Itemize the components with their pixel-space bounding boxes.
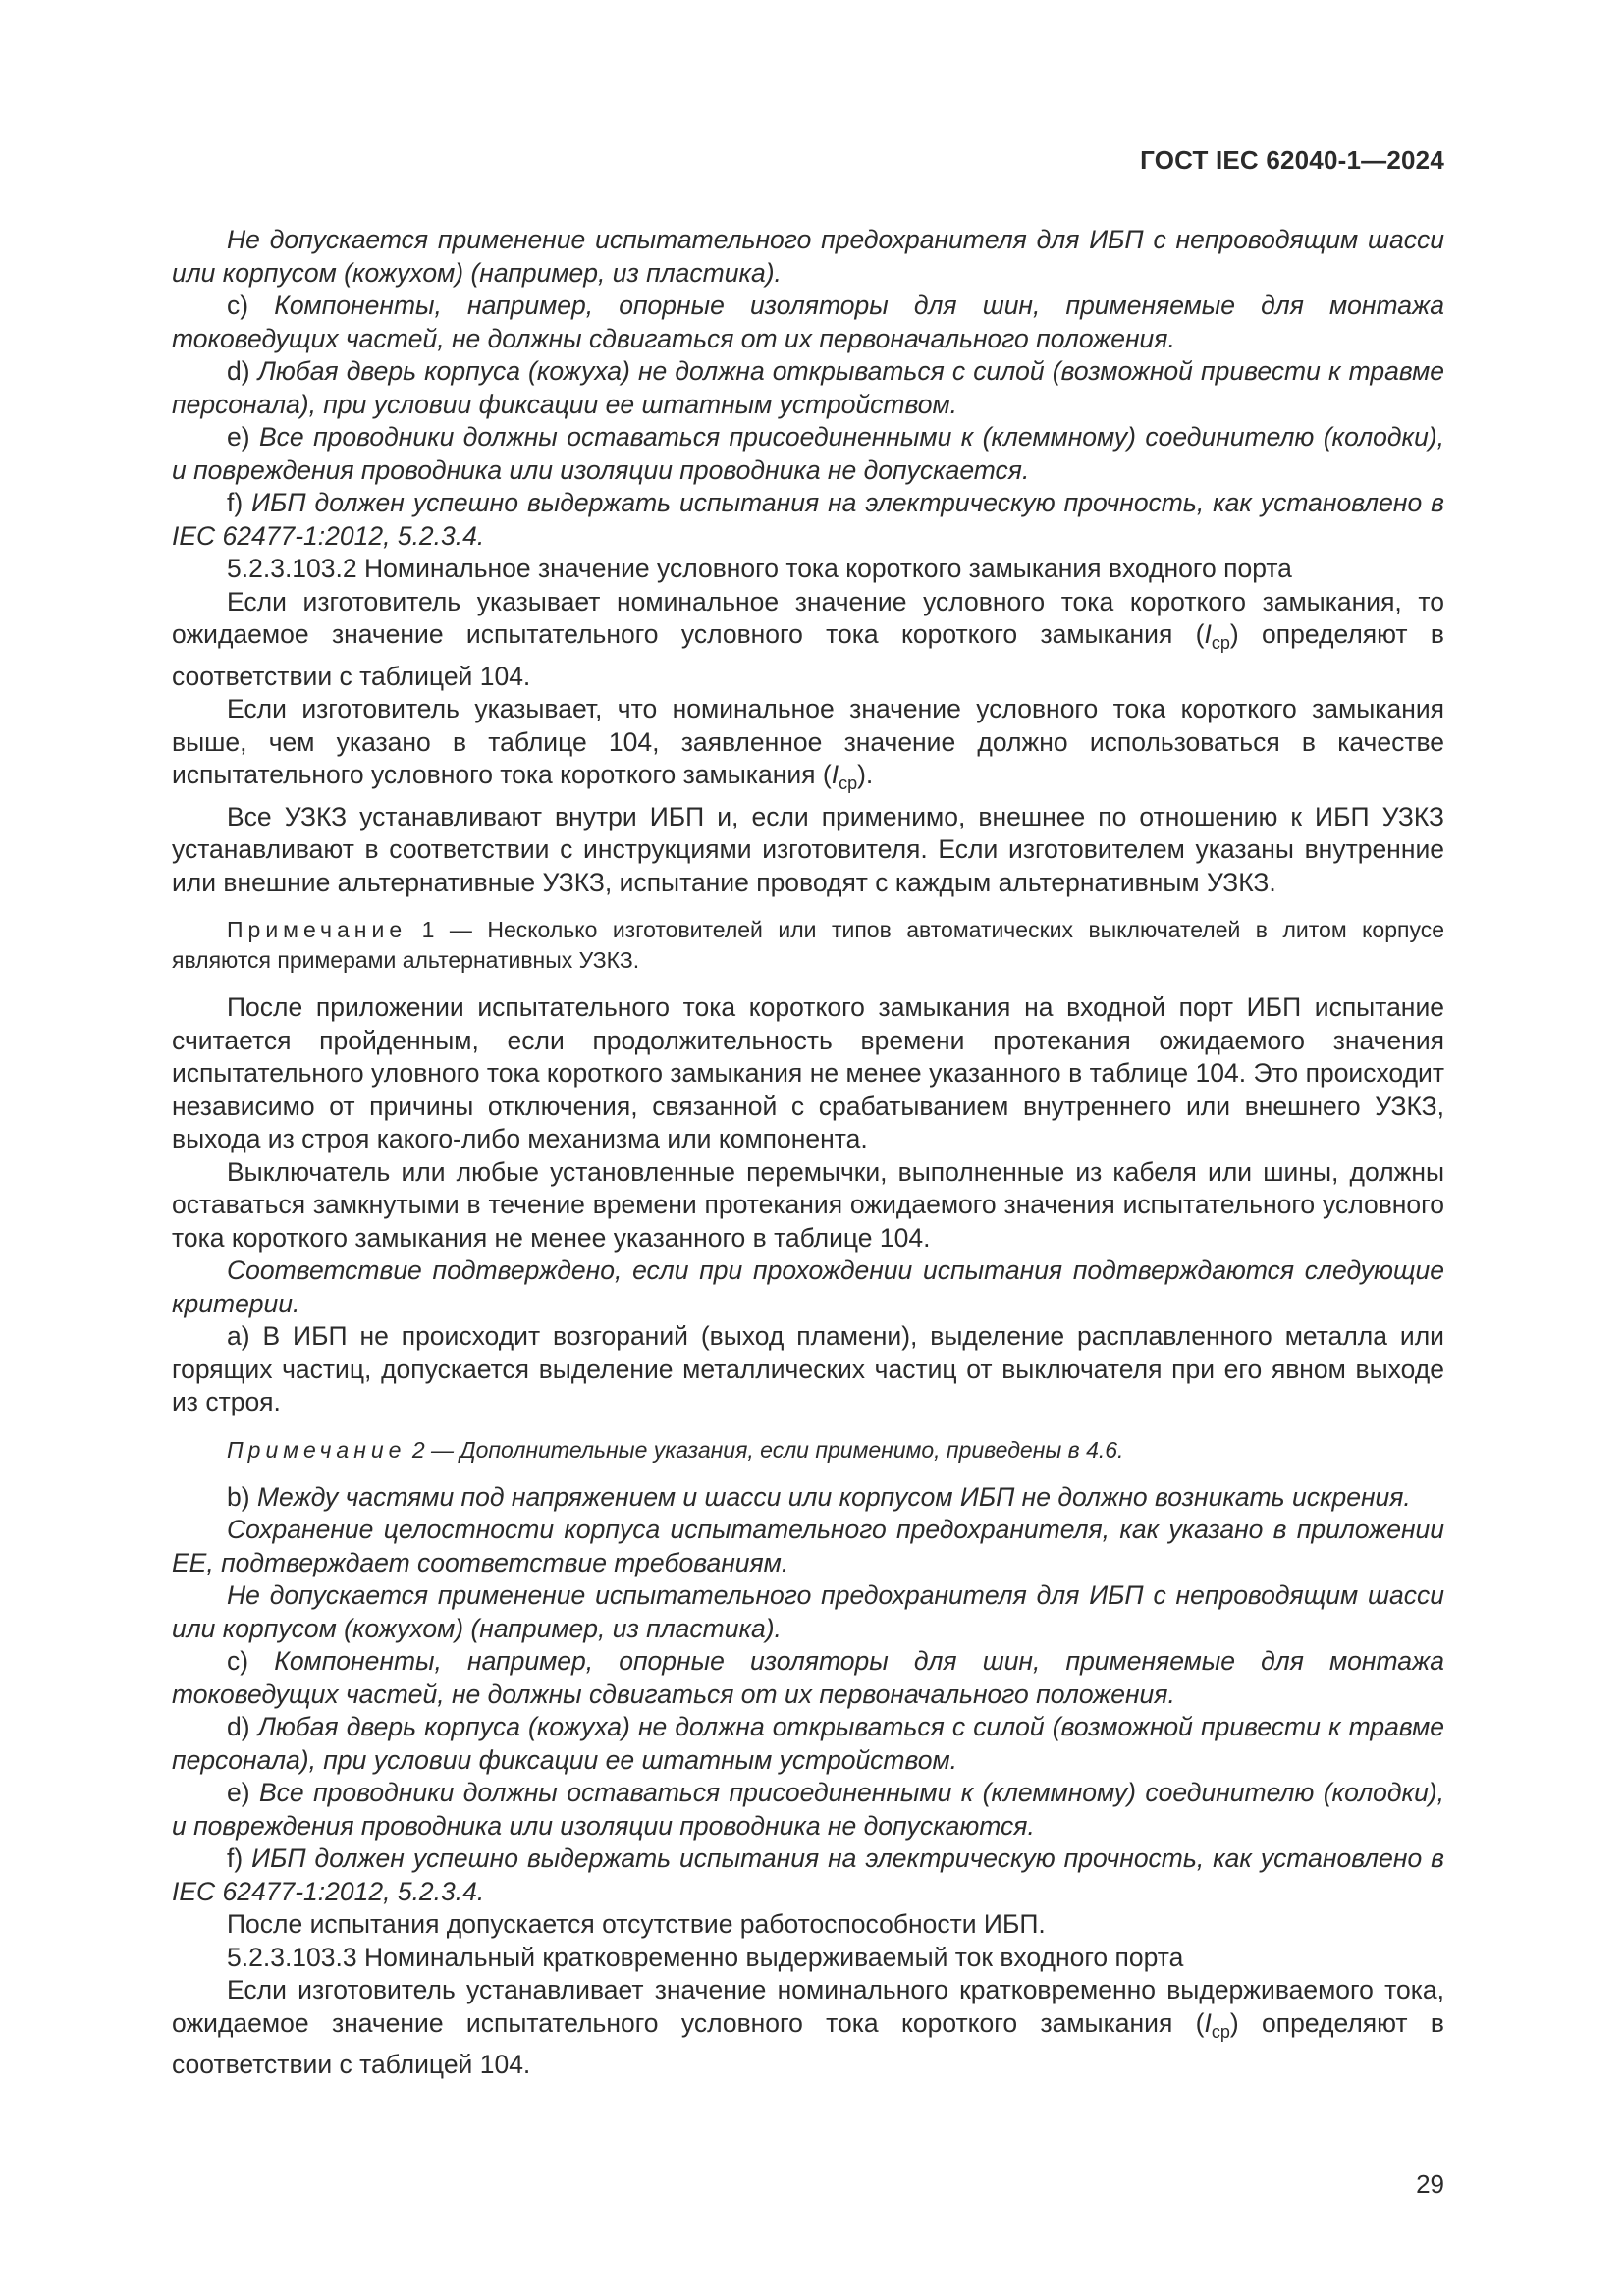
item-marker: с)	[227, 1646, 249, 1676]
text-run: ) определяют в соответствии с таблицей 104.	[172, 2007, 1444, 2079]
current-symbol: I	[1204, 619, 1212, 649]
item-marker: d)	[227, 1712, 250, 1741]
item-marker: f)	[227, 1843, 244, 1873]
note-1	[172, 915, 1444, 976]
paragraph: После приложении испытательного тока короткого замыкания на входной порт ИБП испытание считается пройденным, если продолжительность времени протекания ожидаемого значения испытательного уловного тока короткого замыкания не менее указанного в таблице 104. Это происходит независимо от причины отключения, связанной с срабатыванием внутреннего или внешнего УЗКЗ, выхода из строя какого-либо механизма или компонента.	[172, 992, 1444, 1153]
criterion-f	[172, 487, 1444, 553]
text-run: ).	[857, 760, 874, 789]
criterion-a: а) В ИБП не происходит возгораний (выход пламени), выделение расплавленного металла или горящих частиц, допускается выделение металлических частиц от выключателя при его явном выходе из строя.	[172, 1321, 1444, 1416]
criterion-text: Компоненты, например, опорные изоляторы для шин, применяемые для монтажа токоведущих частей, не должны сдвигаться от их первоначального положения.	[172, 291, 1444, 353]
note-label: Примечание	[227, 1436, 406, 1463]
page-number: 29	[1416, 2169, 1444, 2199]
current-symbol: I	[831, 760, 839, 789]
paragraph: Не допускается применение испытательного предохранителя для ИБП с непроводящим шасси или корпусом (кожухом) (например, из пластика).	[172, 1580, 1444, 1643]
criterion-d	[172, 355, 1444, 421]
current-subscript: cp	[1211, 633, 1230, 653]
criterion-c	[172, 1645, 1444, 1711]
criterion-b	[172, 1481, 1444, 1515]
criterion-text: Любая дверь корпуса (кожуха) не должна открываться с силой (возможной привести к травме персонала), при условии фиксации ее штатным устройством.	[172, 356, 1444, 419]
paragraph	[172, 1974, 1444, 2082]
item-marker: е)	[227, 1778, 250, 1807]
criterion-f	[172, 1842, 1444, 1908]
criterion-text: Все проводники должны оставаться присоединенными к (клеммному) соединителю (колодки), и повреждения проводника или изоляции проводника не допускаются.	[172, 1778, 1444, 1841]
paragraph: Все УЗКЗ устанавливают внутри ИБП и, если применимо, внешнее по отношению к ИБП УЗКЗ устанавливают в соответствии с инструкциями изготовителя. Если изготовителем указаны внутренние или внешние альтернативные УЗКЗ, испытание проводят с каждым альтернативным УЗКЗ.	[172, 801, 1444, 897]
criterion-text: Между частями под напряжением и шасси или корпусом ИБП не должно возникать искрения.	[249, 1481, 1411, 1512]
page-content	[172, 224, 1444, 2082]
item-marker: f)	[227, 488, 244, 517]
current-subscript: cp	[1211, 2021, 1230, 2042]
text-run: Если изготовитель устанавливает значение номинального кратковременно выдерживаемого тока, ожидаемое значение испытательного условного тока короткого замыкания (	[172, 1975, 1444, 2038]
paragraph: После испытания допускается отсутствие работоспособности ИБП.	[227, 1909, 1046, 1939]
note-2	[172, 1435, 1444, 1466]
paragraph	[172, 693, 1444, 801]
note-text: 1 — Несколько изготовителей или типов автоматических выключателей в литом корпусе являются примерами альтернативных УЗКЗ.	[172, 917, 1444, 973]
paragraph	[172, 586, 1444, 694]
criterion-c	[172, 290, 1444, 355]
item-marker: b)	[227, 1481, 250, 1512]
criterion-e	[172, 421, 1444, 487]
criterion-text: Компоненты, например, опорные изоляторы для шин, применяемые для монтажа токоведущих частей, не должны сдвигаться от их первоначального положения.	[172, 1646, 1444, 1709]
item-marker: d)	[227, 356, 250, 386]
text-run: ) определяют в соответствии с таблицей 104.	[172, 619, 1444, 691]
criterion-text: Любая дверь корпуса (кожуха) не должна открываться с силой (возможной привести к травме персонала), при условии фиксации ее штатным устройством.	[172, 1712, 1444, 1775]
text-run: Если изготовитель указывает, что номинальное значение условного тока короткого замыкания выше, чем указано в таблице 104, заявленное значение должно использоваться в качестве испытательного условного тока короткого замыкания (	[172, 694, 1444, 789]
current-subscript: cp	[839, 774, 858, 793]
criterion-text: ИБП должен успешно выдержать испытания на электрическую прочность, как установлено в IEC 62477-1:2012, 5.2.3.4.	[172, 1843, 1444, 1906]
current-symbol: I	[1204, 2007, 1212, 2038]
document-code-header: ГОСТ IEC 62040-1—2024	[1140, 145, 1444, 175]
text-run: Если изготовитель указывает номинальное значение условного тока короткого замыкания, то ожидаемое значение испытательного условного тока короткого замыкания (	[172, 586, 1444, 649]
item-marker: с)	[227, 291, 249, 320]
note-label: Примечание	[227, 917, 407, 942]
section-heading: 5.2.3.103.3 Номинальный кратковременно выдерживаемый ток входного порта	[227, 1942, 1184, 1972]
paragraph: Соответствие подтверждено, если при прохождении испытания подтверждаются следующие критерии.	[172, 1255, 1444, 1318]
criterion-d	[172, 1711, 1444, 1777]
item-marker: е)	[227, 422, 250, 452]
criterion-e	[172, 1777, 1444, 1842]
paragraph: Не допускается применение испытательного предохранителя для ИБП с непроводящим шасси или корпусом (кожухом) (например, из пластика).	[172, 225, 1444, 288]
section-heading: 5.2.3.103.2 Номинальное значение условного тока короткого замыкания входного порта	[227, 554, 1292, 583]
paragraph: Выключатель или любые установленные перемычки, выполненные из кабеля или шины, должны оставаться замкнутыми в течение времени протекания ожидаемого значения испытательного условного тока короткого замыкания не менее указанного в таблице 104.	[172, 1156, 1444, 1253]
note-text: 2 — Дополнительные указания, если применимо, приведены в 4.6.	[406, 1436, 1124, 1463]
criterion-text: ИБП должен успешно выдержать испытания на электрическую прочность, как установлено в IEC 62477-1:2012, 5.2.3.4.	[172, 488, 1444, 551]
paragraph: Сохранение целостности корпуса испытательного предохранителя, как указано в приложении ЕЕ, подтверждает соответствие требованиям.	[172, 1515, 1444, 1577]
criterion-text: Все проводники должны оставаться присоединенными к (клеммному) соединителю (колодки), и повреждения проводника или изоляции проводника не допускается.	[172, 422, 1444, 485]
